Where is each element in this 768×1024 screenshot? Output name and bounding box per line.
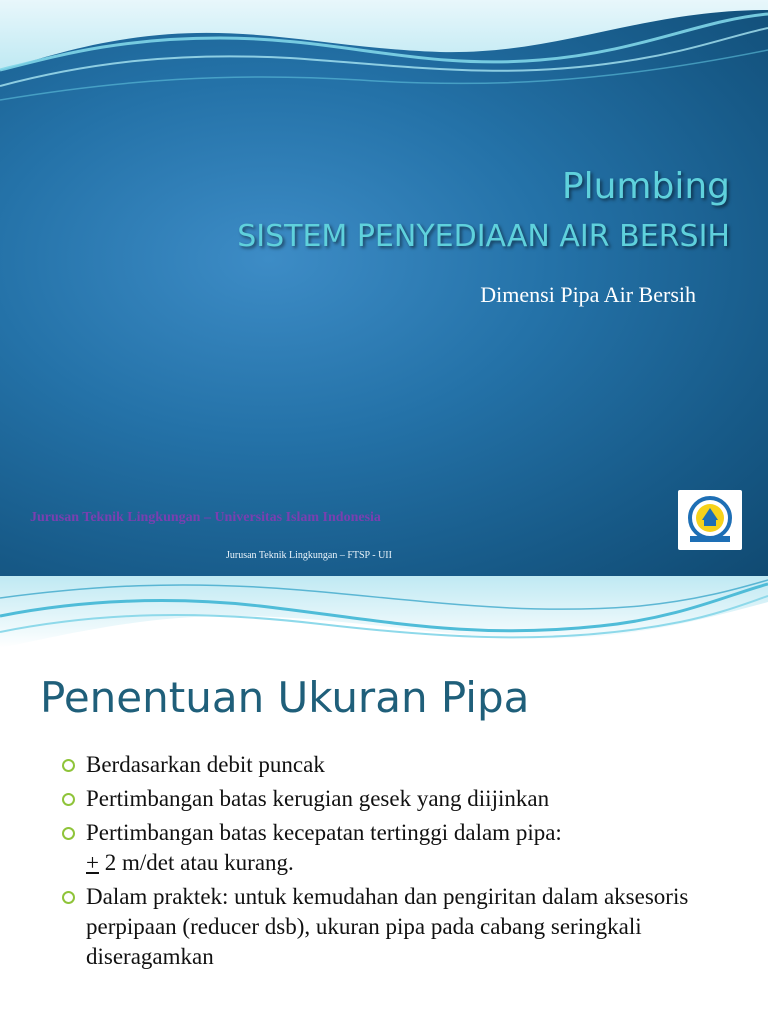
bullet-circle-icon <box>62 891 75 904</box>
top-wave-decoration <box>0 0 768 110</box>
list-item <box>60 818 750 878</box>
bullet-circle-icon <box>62 827 75 840</box>
list-item <box>60 784 750 814</box>
bullet-text: Pertimbangan batas kerugian gesek yang diijinkan <box>86 786 550 811</box>
bullet-text: Pertimbangan batas kecepatan tertinggi dalam pipa: <box>86 820 562 845</box>
list-item <box>60 882 750 972</box>
bullet-text-continued: 2 m/det atau kurang. <box>98 850 294 875</box>
bullet-circle-icon <box>62 759 75 772</box>
content-slide-title: Penentuan Ukuran Pipa <box>40 673 530 722</box>
university-logo-icon <box>678 490 742 550</box>
slide-subtitle: Dimensi Pipa Air Bersih <box>480 282 696 307</box>
bullet-text: Berdasarkan debit puncak <box>86 752 325 777</box>
slide-title-system: SISTEM PENYEDIAAN AIR BERSIH <box>237 219 730 254</box>
slide-footer: Jurusan Teknik Lingkungan – FTSP - UII <box>226 550 392 561</box>
list-item <box>60 750 750 780</box>
bottom-wave-decoration <box>0 576 768 666</box>
bullet-circle-icon <box>62 793 75 806</box>
bullet-text: Dalam praktek: untuk kemudahan dan pengiritan dalam aksesoris perpipaan (reducer dsb), ukuran pipa pada cabang seringkali diseragamkan <box>86 884 689 969</box>
plus-minus-symbol: + <box>86 850 99 875</box>
bullet-list <box>60 750 750 976</box>
slide-title-plumbing: Plumbing <box>561 166 730 207</box>
department-label: Jurusan Teknik Lingkungan – Universitas Islam Indonesia <box>30 510 381 525</box>
